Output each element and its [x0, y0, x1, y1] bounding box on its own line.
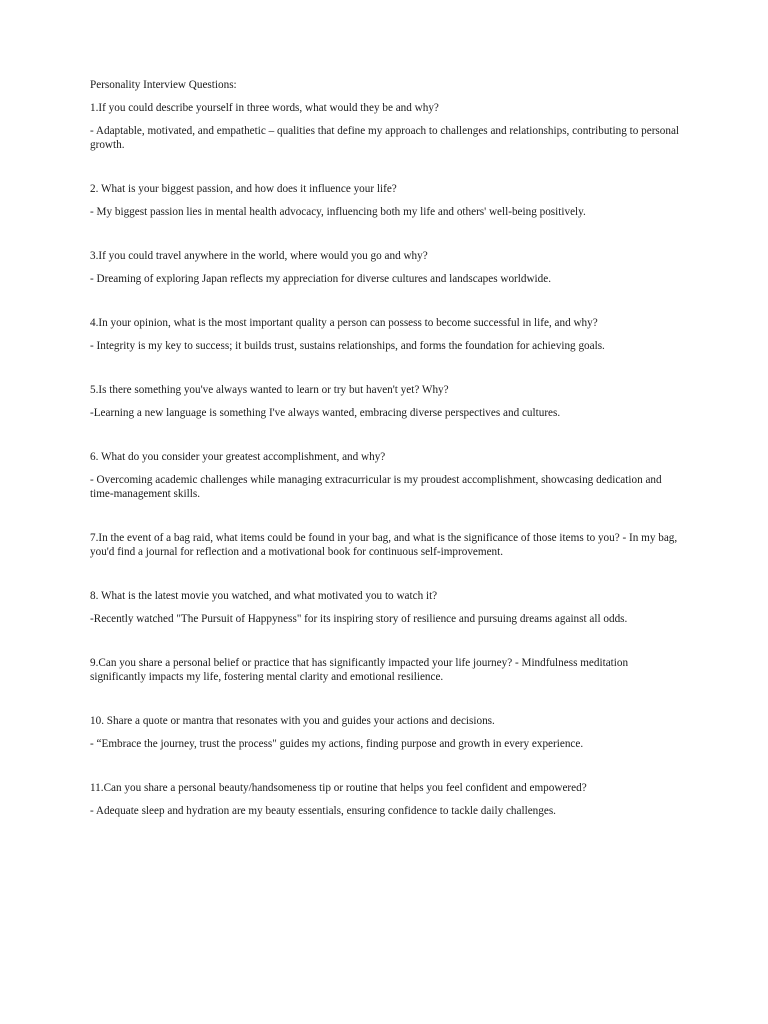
qa-item-5	[90, 383, 680, 420]
question-1: 1.If you could describe yourself in three words, what would they be and why?	[90, 102, 439, 114]
qa-item-10	[90, 714, 680, 751]
question-3: 3.If you could travel anywhere in the world, where would you go and why?	[90, 250, 428, 262]
qa-item-4	[90, 316, 680, 353]
question-2: 2. What is your biggest passion, and how does it influence your life?	[90, 183, 397, 195]
qa-item-3	[90, 249, 680, 286]
document-body	[90, 78, 680, 848]
question-8: 8. What is the latest movie you watched, and what motivated you to watch it?	[90, 590, 438, 602]
qa-item-11	[90, 781, 680, 818]
qa-item-8	[90, 589, 680, 626]
qa-item-1	[90, 101, 680, 152]
answer-11: - Adequate sleep and hydration are my beauty essentials, ensuring confidence to tackle daily challenges.	[90, 805, 556, 817]
question-6: 6. What do you consider your greatest accomplishment, and why?	[90, 451, 386, 463]
question-7: 7.In the event of a bag raid, what items could be found in your bag, and what is the significance of those items to you? - In my bag, you'd find a journal for reflection and a motivational book for continuous self-improvement.	[90, 532, 678, 558]
qa-item-9	[90, 656, 680, 684]
answer-2: - My biggest passion lies in mental health advocacy, influencing both my life and others' well-being positively.	[90, 206, 586, 218]
qa-item-6	[90, 450, 680, 501]
qa-item-2	[90, 182, 680, 219]
qa-item-7	[90, 531, 680, 559]
question-5: 5.Is there something you've always wanted to learn or try but haven't yet? Why?	[90, 384, 449, 396]
document-title: Personality Interview Questions:	[90, 79, 237, 91]
question-11: 11.Can you share a personal beauty/handsomeness tip or routine that helps you feel confident and empowered?	[90, 782, 587, 794]
answer-5: -Learning a new language is something I've always wanted, embracing diverse perspectives and cultures.	[90, 407, 561, 419]
question-9: 9.Can you share a personal belief or practice that has significantly impacted your life journey? - Mindfulness meditation significantly impacts my life, fostering mental clarity and emotional resilience.	[90, 657, 629, 683]
answer-3: - Dreaming of exploring Japan reflects my appreciation for diverse cultures and landscapes worldwide.	[90, 273, 552, 285]
answer-10: - “Embrace the journey, trust the process" guides my actions, finding purpose and growth in every experience.	[90, 738, 584, 750]
question-4: 4.In your opinion, what is the most important quality a person can possess to become successful in life, and why?	[90, 317, 598, 329]
answer-4: - Integrity is my key to success; it builds trust, sustains relationships, and forms the foundation for achieving goals.	[90, 340, 605, 352]
answer-1: - Adaptable, motivated, and empathetic – qualities that define my approach to challenges and relationships, contributing to personal growth.	[90, 125, 680, 151]
answer-6: - Overcoming academic challenges while managing extracurricular is my proudest accomplishment, showcasing dedication and time-management skills.	[90, 474, 662, 500]
answer-8: -Recently watched "The Pursuit of Happyness" for its inspiring story of resilience and pursuing dreams against all odds.	[90, 613, 628, 625]
question-10: 10. Share a quote or mantra that resonates with you and guides your actions and decisions.	[90, 715, 495, 727]
